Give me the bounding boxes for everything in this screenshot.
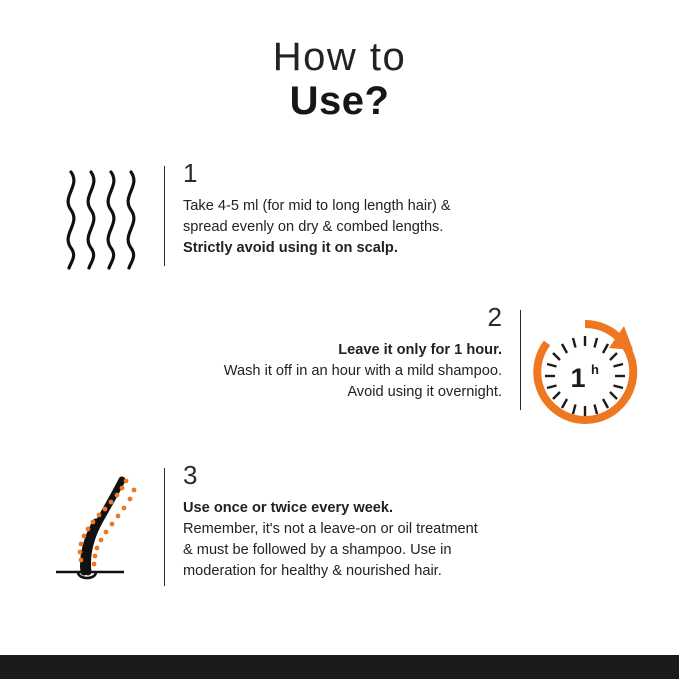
hair-follicle-icon xyxy=(40,462,160,588)
step-2 xyxy=(0,304,679,428)
title-line-2: Use? xyxy=(289,79,390,123)
clock-value: 1 xyxy=(570,363,586,393)
step-3 xyxy=(0,462,679,588)
step-2-number: 2 xyxy=(487,302,502,332)
wavy-hair-strands-icon xyxy=(40,160,160,274)
step-3-text xyxy=(183,462,639,583)
step-2-text xyxy=(40,304,502,403)
step-1 xyxy=(0,160,679,274)
steps-list xyxy=(0,160,679,588)
step-2-divider xyxy=(520,310,521,410)
step-3-line-3: & must be followed by a shampoo. Use in xyxy=(183,542,452,559)
step-1-line-1: Take 4-5 ml (for mid to long length hair) & xyxy=(183,198,451,214)
step-2-line-2: Wash it off in an hour with a mild shampoo. xyxy=(223,363,502,380)
step-1-number: 1 xyxy=(183,158,198,188)
step-3-line-2: Remember, it's not a leave-on or oil treatment xyxy=(183,521,478,538)
clock-unit: h xyxy=(591,362,599,377)
step-1-divider xyxy=(164,166,165,266)
one-hour-clock-icon xyxy=(525,304,645,428)
step-3-divider xyxy=(164,468,165,586)
step-3-number: 3 xyxy=(183,460,198,490)
step-3-line-1: Use once or twice every week. xyxy=(183,500,394,516)
page-title xyxy=(0,0,679,124)
step-1-text xyxy=(183,160,639,259)
step-1-line-2: spread evenly on dry & combed lengths. xyxy=(183,219,444,236)
title-line-1: How to xyxy=(272,35,407,79)
step-3-line-4: moderation for healthy & nourished hair. xyxy=(183,563,442,580)
step-2-line-1: Leave it only for 1 hour. xyxy=(338,342,502,358)
step-1-line-3: Strictly avoid using it on scalp. xyxy=(183,240,398,257)
step-2-line-3: Avoid using it overnight. xyxy=(347,384,502,401)
bottom-bar xyxy=(0,655,679,679)
